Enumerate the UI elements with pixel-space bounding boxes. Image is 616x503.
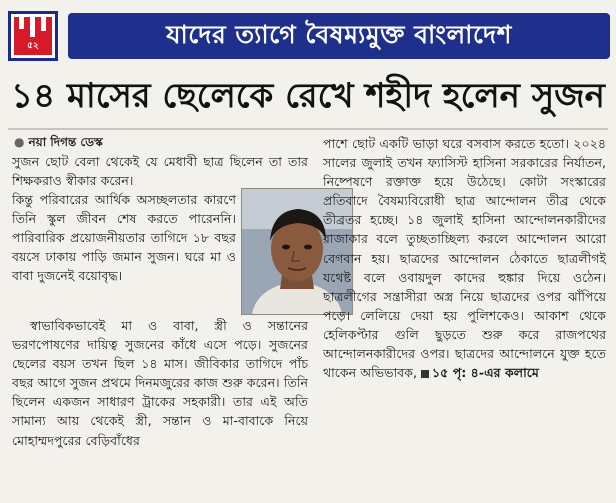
paragraph	[323, 134, 606, 382]
logo-text: ৫২	[27, 41, 39, 51]
paragraph: স্বাভাবিকভাবেই মা ও বাবা, স্ত্রী ও সন্তানের ভরণপোষণের দায়িত্ব সুজনের কাঁধে এসে পড়ে। সুজনের ছেলের বয়স তখন ছিল ১৪ মাস। জীবিকার তাগিদে পাঁচ বছর আগে সুজন প্রথমে দিনমজুরের কাজ শুরু করেন। তিনি ছিলেন একজন সাধারণ ট্রাকের সহকারী। তার এই অতি সামান্য আয় থেকেই স্ত্রী, সন্তান ও মা-বাবাকে নিয়ে মোহাম্মদপুরের বেড়িবাঁধের	[12, 318, 308, 448]
bullet-icon: ●	[14, 135, 25, 149]
banner-title-strip	[68, 13, 610, 59]
body-right-column	[323, 134, 606, 382]
section-banner	[8, 6, 610, 66]
continued-jump-text: ১৫ পৃ: ৪-এর কলামে	[431, 365, 539, 381]
body-left-narrow	[12, 190, 236, 285]
banner-title: যাদের ত্যাগে বৈষম্যমুক্ত বাংলাদেশ	[166, 19, 512, 49]
paragraph: কিন্তু পরিবারের আর্থিক অসচ্ছলতার কারণে তিনি স্কুল জীবন শেষ করতে পারেননি। পারিবারিক প্রয়োজনীয়তার তাগিদে ১৮ বছর বয়সে ঢাকায় পাড়ি জমান সুজন। ঘরে মা ও বাবা দুজনেই বয়োবৃদ্ধ।	[12, 192, 236, 284]
logo-mark	[14, 17, 52, 55]
paragraph: সুজন ছোট বেলা থেকেই যে মেধাবী ছাত্র ছিলেন তা তার শিক্ষকরাও স্বীকার করেন।	[12, 154, 308, 189]
dateline-text: নয়া দিগন্ত ডেস্ক	[28, 135, 103, 149]
continued-jump[interactable]	[421, 365, 539, 380]
blood-drip-logo	[8, 11, 58, 61]
dateline	[14, 134, 103, 154]
body-left-top	[12, 152, 308, 190]
article-headline: ১৪ মাসের ছেলেকে রেখে শহীদ হলেন সুজন	[11, 76, 605, 116]
square-bullet-icon	[421, 370, 429, 378]
body-left-bottom	[12, 316, 308, 450]
paragraph-text: পাশে ছোট একটি ভাড়া ঘরে বসবাস করতে হতো। ২০২৪ সালের জুলাই তখন ফ্যাসিস্ট হাসিনা সরকারের নির্যাতন, নিষ্পেষণে রক্তাক্ত হয়ে উঠেছে। কোটা সংস্কারের প্রতিবাদে বৈষম্যবিরোধী ছাত্র আন্দোলন তীব্র থেকে তীব্রতর হচ্ছে। ১৪ জুলাই হাসিনা আন্দোলনকারীদের রাজাকার বলে তুচ্ছতাচ্ছিল্য করলে আন্দোলন আরো বেগবান হয়। ছাত্রদের আন্দোলন ঠেকাতে ছাত্রলীগই যথেষ্ট বলে ওবায়দুল কাদের হুঙ্কার দিয়ে ওঠেন। ছাত্রলীগের সন্ত্রাসীরা অস্ত্র নিয়ে ছাত্রদের ওপর ঝাঁপিয়ে পড়ে। লেলিয়ে দেয়া হয় পুলিশকেও। আকাশ থেকে হেলিকপ্টার গুলি ছুড়তে শুরু করে রাজপথের আন্দোলনকারীদের ওপর। ছাত্রদের আন্দোলনে যুক্ত হতে থাকেন অভিভাবক,	[323, 136, 606, 381]
headline-divider	[8, 128, 608, 130]
